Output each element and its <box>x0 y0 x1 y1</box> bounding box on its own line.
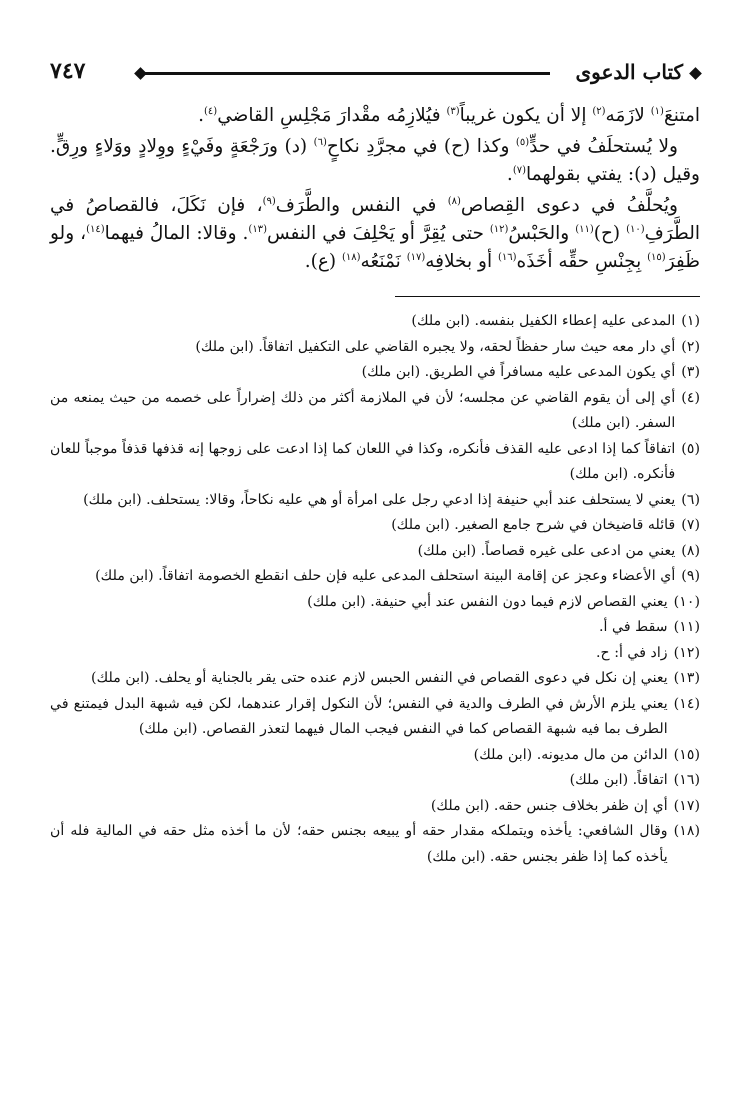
footnote-number: (١٥) <box>673 746 700 763</box>
footnote-number: (٣) <box>681 364 700 380</box>
main-text-segment: والحَبْسُ <box>508 223 576 244</box>
footnote-number: (٩) <box>681 568 700 584</box>
footnote-item <box>50 437 700 488</box>
footnote-marker: (٦) <box>313 136 327 148</box>
page-header <box>50 52 700 96</box>
footnote-marker: (١٠) <box>626 223 645 235</box>
footnote-number: (١٣) <box>673 670 700 686</box>
footnote-item <box>50 309 700 335</box>
footnote-number: (١٢) <box>673 644 700 661</box>
footnote-number: (١١) <box>673 619 700 635</box>
footnote-text: أي الأعضاء وعجز عن إقامة البينة استحلف المدعى عليه فإن حلف انقطع الخصومة اتفاقاً. (ابن ملك) <box>95 568 676 584</box>
footnote-marker: (٢) <box>592 105 606 117</box>
main-text-segment: (ع). <box>304 251 342 272</box>
footnote-marker: (١٥) <box>647 251 666 263</box>
footnote-marker: (١٣) <box>248 223 267 235</box>
footnote-text: الدائن من مال مديونه. (ابن ملك) <box>473 746 668 763</box>
footnote-item <box>50 768 700 794</box>
main-text-segment: ، ولو ظَفِرَ <box>50 223 700 272</box>
footnote-item <box>50 590 700 616</box>
footnote-text: زاد في أ: ح. <box>596 644 668 661</box>
footnote-number: (١٦) <box>673 772 700 788</box>
main-text <box>50 102 700 276</box>
footnote-item <box>50 666 700 692</box>
footnote-text: أي دار معه حيث سار حفظاً لحقه، ولا يجبره القاضي على التكفيل اتفاقاً. (ابن ملك) <box>195 338 676 355</box>
footnote-number: (١٧) <box>673 797 700 814</box>
footnote-text: اتفاقاً. (ابن ملك) <box>569 772 668 788</box>
main-paragraph <box>50 133 700 189</box>
footnote-item <box>50 615 700 641</box>
footnote-item <box>50 335 700 361</box>
footnotes <box>50 309 700 870</box>
footnote-text: يعني القصاص لازم فيما دون النفس عند أبي حنيفة. (ابن ملك) <box>307 593 668 610</box>
main-paragraph <box>50 102 700 130</box>
footnote-item <box>50 360 700 386</box>
main-text-segment: وكذا (ح) في مجرَّدِ نكاحٍ <box>326 136 516 157</box>
main-text-segment: . وقالا: المالُ فيهما <box>104 223 249 244</box>
chapter-title <box>575 60 700 84</box>
footnote-item <box>50 488 700 514</box>
main-paragraph <box>50 192 700 276</box>
footnote-number: (١٠) <box>673 593 700 610</box>
footnote-marker: (١٧) <box>406 251 426 263</box>
main-text-segment: فيُلازِمُه مقْدارَ مَجْلِسِ القاضي <box>217 105 447 126</box>
main-text-segment: في النفس والطَّرَف <box>275 195 448 216</box>
footnote-marker: (١٤) <box>86 223 105 235</box>
main-text-segment: . <box>198 105 205 126</box>
main-text-segment: لازَمَه <box>605 105 651 126</box>
diamond-ornament-icon <box>134 67 147 80</box>
footnote-text: يعني إن نكل في دعوى القصاص في النفس الحبس لازم عنده حتى يقر بالجناية أو يحلف. (ابن ملك) <box>91 670 668 686</box>
footnote-item <box>50 794 700 820</box>
main-text-segment: بِجِنْسِ حقِّه أخَذَه <box>516 251 648 272</box>
main-text-segment: ولا يُستحلَفُ في حدٍّ <box>529 136 678 157</box>
footnote-number: (١٨) <box>673 823 700 839</box>
footnote-item <box>50 692 700 743</box>
footnote-marker: (١٦) <box>497 251 517 263</box>
footnote-marker: (٥) <box>515 136 530 148</box>
footnote-text: أي إلى أن يقوم القاضي عن مجلسه؛ لأن في الملازمة أكثر من ذلك إضراراً على خصمه من حيث يمنعه من السفر. (ابن ملك) <box>50 389 676 431</box>
footnote-text: أي يكون المدعى عليه مسافراً في الطريق. (ابن ملك) <box>361 364 676 380</box>
footnote-marker: (١٢) <box>489 223 509 235</box>
main-text-segment: ، فإن نَكَلَ، فالقصاصُ في الطَّرَفِ <box>50 195 701 244</box>
footnote-text: قائله قاضيخان في شرح جامع الصغير. (ابن ملك) <box>391 517 676 533</box>
page-number: ٧٤٧ <box>50 58 86 84</box>
footnote-text: يعني لا يستحلف عند أبي حنيفة إذا ادعي رجل على امرأة أو هي عليه نكاحاً، وقالا: يستحلف. (ابن ملك) <box>83 491 676 508</box>
footnote-item <box>50 641 700 667</box>
footnote-item <box>50 819 700 870</box>
footnote-marker: (٤) <box>204 105 218 117</box>
book-page <box>50 52 700 1072</box>
main-text-segment: (د) ورَجْعَةٍ وفَيْءٍ ووِلادٍ ووَلاءٍ ورِقٍّ. وقيل (د): يفتي بقولهما <box>50 136 700 185</box>
main-text-segment: إلا أن يكون غريباً <box>459 105 593 126</box>
footnote-separator <box>395 296 700 297</box>
footnote-item <box>50 564 700 590</box>
footnote-number: (١) <box>681 313 700 329</box>
footnote-text: سقط في أ. <box>599 619 668 635</box>
chapter-title-text: كتاب الدعوى <box>575 60 683 84</box>
footnote-number: (٤) <box>681 389 700 406</box>
footnote-item <box>50 513 700 539</box>
main-text-segment: نَمْنَعُه <box>360 251 407 272</box>
footnote-number: (٨) <box>681 542 700 559</box>
footnote-item <box>50 743 700 769</box>
footnote-number: (١٤) <box>673 695 700 712</box>
footnote-number: (٢) <box>681 338 700 355</box>
footnote-text: يعني يلزم الأرش في الطرف والدية في النفس؛ لأن النكول إقرار عندهما، لكن فيه شبهة البدل فيمتنع في الطرف بما فيه شبهة القصاص كما في النفس فيجب المال فيهما لتعذر القصاص. (ابن ملك) <box>50 695 668 737</box>
footnote-number: (٦) <box>681 491 700 508</box>
footnote-number: (٥) <box>681 440 700 457</box>
footnote-text: اتفاقاً كما إذا ادعى عليه القذف فأنكره، وكذا في اللعان كما إذا ادعت على زوجها إنه قذفها قذفاً موجباً للعان فأنكره. (ابن ملك) <box>50 440 676 482</box>
footnote-text: المدعى عليه إعطاء الكفيل بنفسه. (ابن ملك) <box>411 313 676 329</box>
main-text-segment: أو بخلافِه <box>425 251 498 272</box>
footnote-marker: (١٨) <box>341 251 361 263</box>
main-text-segment: حتى يُقِرَّ أو يَحْلِفَ في النفس <box>266 223 490 244</box>
header-rule <box>142 72 550 75</box>
diamond-ornament-icon <box>689 67 702 80</box>
footnote-marker: (٧) <box>512 164 526 176</box>
footnote-marker: (١١) <box>575 223 594 235</box>
footnote-item <box>50 539 700 565</box>
footnote-text: وقال الشافعي: يأخذه ويتملكه مقدار حقه أو يبيعه بجنس حقه؛ لأن ما أخذه مثل حقه في المالية فله أن يأخذه كما إذا ظفر بجنس حقه. (ابن ملك) <box>50 823 668 865</box>
main-text-segment: ويُحلَّفُ في دعوى القِصاص <box>460 195 678 216</box>
footnote-marker: (١) <box>650 105 664 117</box>
footnote-marker: (٩) <box>262 195 276 207</box>
footnote-marker: (٣) <box>446 105 460 117</box>
footnote-marker: (٨) <box>447 195 461 207</box>
main-text-segment: (ح) <box>593 223 627 244</box>
footnote-text: يعني من ادعى على غيره قصاصاً. (ابن ملك) <box>417 542 676 559</box>
footnote-text: أي إن ظفر بخلاف جنس حقه. (ابن ملك) <box>430 797 668 814</box>
footnote-item <box>50 386 700 437</box>
footnote-number: (٧) <box>681 517 700 533</box>
main-text-segment: . <box>506 164 513 185</box>
main-text-segment: امتنعَ <box>663 105 700 126</box>
